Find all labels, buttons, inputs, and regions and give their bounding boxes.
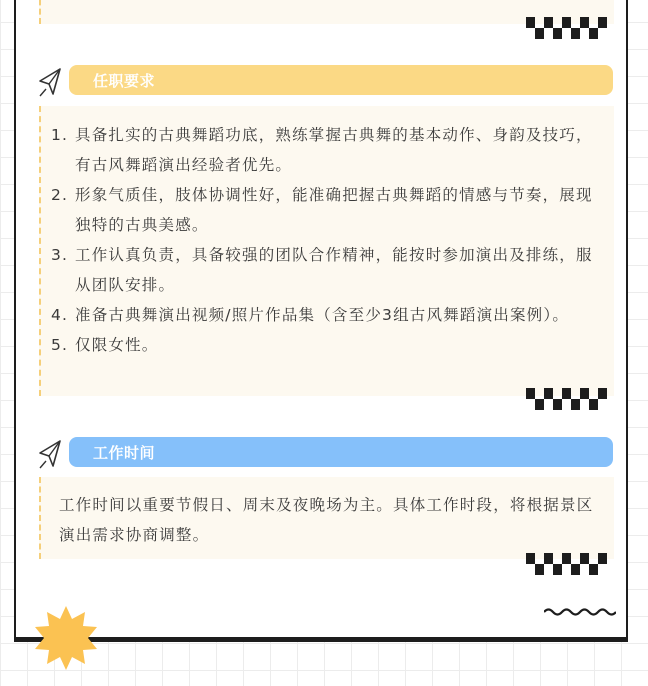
checkerboard-icon [526, 388, 611, 410]
requirements-header [38, 65, 614, 97]
top-panel-text [117, 0, 148, 7]
requirements-list [51, 120, 601, 360]
list-item: 1. 具备扎实的古典舞蹈功底，熟练掌握古典舞的基本动作、身韵及技巧，有古风舞蹈演出经验者优先。 [51, 126, 593, 174]
content-card [14, 0, 628, 642]
list-item: 3. 工作认真负责，具备较强的团队合作精神，能按时参加演出及排练，服从团队安排。 [51, 246, 593, 294]
work-time-title-pill [69, 437, 613, 467]
requirements-title-pill [69, 65, 613, 95]
list-item: 5. 仅限女性。 [51, 336, 159, 354]
checkerboard-icon [526, 553, 611, 575]
requirements-panel [39, 106, 614, 396]
paper-plane-icon [38, 439, 64, 469]
paper-plane-icon [38, 67, 64, 97]
work-time-title: 工作时间 [93, 444, 156, 462]
sun-burst-icon [33, 605, 99, 671]
wave-icon [544, 606, 616, 618]
checkerboard-icon [526, 17, 611, 39]
requirements-title: 任职要求 [93, 72, 156, 90]
work-time-text: 工作时间以重要节假日、周末及夜晚场为主。具体工作时段，将根据景区演出需求协商调整。 [59, 496, 594, 544]
list-item: 2. 形象气质佳，肢体协调性好，能准确把握古典舞蹈的情感与节奏，展现独特的古典美感。 [51, 186, 593, 234]
work-time-header [38, 437, 614, 469]
list-item: 4. 准备古典舞演出视频/照片作品集（含至少3组古风舞蹈演出案例）。 [51, 306, 570, 324]
work-time-panel [39, 477, 614, 559]
